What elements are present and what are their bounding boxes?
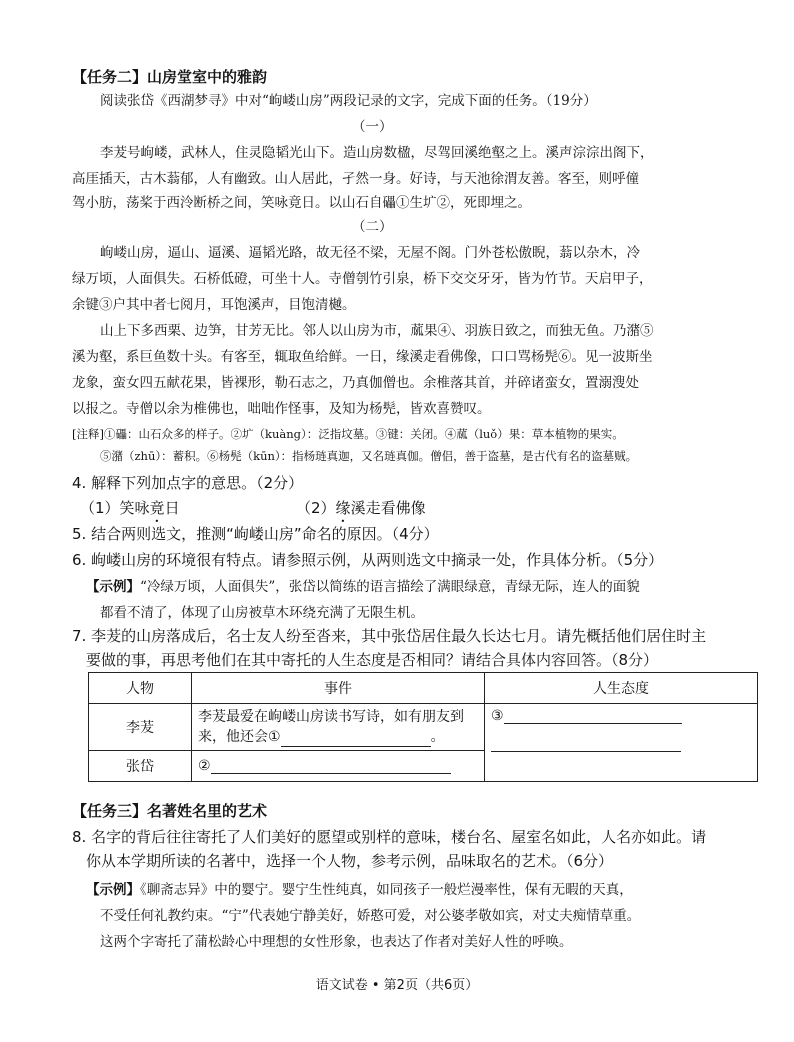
- attitude-blank-row: [491, 708, 751, 724]
- q6-example-text: “冷绿万顷，人面俱失”，张岱以简练的语言描绘了满眼绿意，青绿无际，连人的面貌: [140, 579, 640, 595]
- q4-item1-dotted-char: 竟: [149, 499, 165, 517]
- task3-example-line-1: [86, 878, 633, 898]
- q4-item1-suffix: 日: [164, 499, 180, 517]
- cell-event-zhang-dai: [192, 751, 485, 782]
- question-6-example-line-1: [86, 575, 640, 595]
- part2-line-5: 溪为壑，系巨鱼数十头。有客至，辄取鱼给鲜。一日，缘溪走看佛像，口口骂杨髡⑥。见一波斯坐: [72, 349, 653, 365]
- question-7-line-1: 7. 李茇的山房落成后，名士友人纷至沓来，其中张岱居住最久长达七月。请先概括他们居住时主: [72, 627, 707, 645]
- notes-line-1: [注释]①礧：山石众多的样子。②圹（kuàng）：泛指坟墓。③键：关闭。④蓏（luǒ）果：草本植物的果实。: [72, 427, 624, 441]
- part2-line-3: 余键③户其中者七阅月，耳饱溪声，目饱清樾。: [72, 297, 356, 313]
- answer-blank-2[interactable]: [211, 759, 451, 774]
- part2-line-2: 绿万顷，人面俱失。石桥低磴，可坐十人。寺僧刳竹引泉，桥下交交牙牙，皆为竹节。天启甲子，: [72, 271, 653, 287]
- attitude-blank-row-2: [491, 736, 751, 752]
- answer-table: [88, 672, 758, 782]
- task2-title: 【任务二】山房堂室中的雅韵: [72, 68, 268, 86]
- event-li-ba-line-2-end: 。: [430, 729, 445, 745]
- question-8-line-1: 8. 名字的背后往往寄托了人们美好的愿望或别样的意味，楼台名、屋室名如此，人名亦如此。请: [72, 828, 707, 846]
- question-4: 4. 解释下列加点字的意思。（2分）: [72, 474, 304, 492]
- notes-line-2: ⑤潴（zhū）：蓄积。⑥杨髡（kūn）：指杨琏真迦，又名琏真伽。僧侣，善于盗墓，是古代有名的盗墓贼。: [100, 449, 638, 463]
- page-footer: 语文试卷 • 第2页（共6页）: [315, 978, 479, 993]
- question-4-item-1: [80, 497, 180, 526]
- table-row: [89, 704, 758, 751]
- event-zhang-dai-mark: ②: [198, 758, 211, 774]
- q4-item1-prefix: （1）笑咏: [80, 499, 150, 517]
- part2-line-7: 以报之。寺僧以余为椎佛也，咄咄作怪事，及知为杨髡，皆欢喜赞叹。: [72, 401, 491, 417]
- q4-item2-suffix: 溪走看佛像: [350, 499, 426, 517]
- task3-example-line-2: 不受任何礼教约束。“宁”代表她宁静美好，娇憨可爱，对公婆孝敬如宾，对丈夫痴情草重。: [100, 908, 641, 924]
- part2-line-4: 山上下多西栗、边笋，甘芳无比。邻人以山房为市，蓏果④、羽族日致之，而独无鱼。乃潴⑤: [100, 323, 654, 339]
- question-6: 6. 岣嵝山房的环境很有特点。请参照示例，从两则选文中摘录一处，作具体分析。（5分）: [72, 551, 664, 569]
- cell-person-li-ba: 李茇: [89, 704, 192, 751]
- part1-line-2: 高厓插天，古木蓊郁，人有幽致。山人居此，孑然一身。好诗，与天池徐渭友善。客至，则呼僮: [72, 171, 639, 187]
- part1-line-1: 李茇号岣嵝，武林人，住灵隐韬光山下。造山房数楹，尽驾回溪绝壑之上。溪声淙淙出阁下，: [100, 145, 654, 161]
- task3-example-text: 《聊斋志异》中的婴宁。婴宁生性纯真，如同孩子一般烂漫率性，保有无暇的天真，: [140, 882, 633, 898]
- event-li-ba-line-2: [198, 727, 478, 747]
- part2-label: （二）: [352, 219, 393, 235]
- table-header-person: 人物: [89, 673, 192, 704]
- q4-item2-dotted-char: 缘: [335, 499, 351, 517]
- cell-attitude: [485, 704, 758, 782]
- answer-blank-3[interactable]: [504, 709, 682, 724]
- table-header-row: [89, 673, 758, 704]
- question-8-line-2: 你从本学期所读的名著中，选择一个人物，参考示例，品味取名的艺术。（6分）: [86, 852, 614, 870]
- cell-person-zhang-dai: 张岱: [89, 751, 192, 782]
- cell-event-li-ba: [192, 704, 485, 751]
- answer-blank-1[interactable]: [281, 732, 431, 747]
- attitude-mark: ③: [491, 708, 504, 724]
- task3-example-line-3: 这两个字寄托了蒲松龄心中理想的女性形象，也表达了作者对美好人性的呼唤。: [100, 934, 573, 950]
- q4-item2-prefix: （2）: [296, 499, 336, 517]
- part2-line-6: 龙象，蛮女四五献花果，皆裸形，勒石志之，乃真伽僧也。余椎落其首，并碎诸蛮女，置溺溲处: [72, 375, 639, 391]
- task3-title: 【任务三】名著姓名里的艺术: [72, 802, 268, 820]
- part2-line-1: 岣嵝山房，逼山、逼溪、逼韬光路，故无径不梁，无屋不阁。门外苍松傲睨，蓊以杂木，冷: [100, 245, 640, 261]
- event-li-ba-line-2-text: 来，他还会①: [198, 729, 281, 745]
- question-4-item-2: [296, 497, 426, 526]
- question-5: 5. 结合两则选文，推测“岣嵝山房”命名的原因。（4分）: [72, 525, 439, 543]
- part1-line-3: 驾小肪，荡桨于西泠断桥之间，笑咏竟日。以山石自礧①生圹②，死即埋之。: [72, 195, 531, 211]
- table-header-attitude: 人生态度: [485, 673, 758, 704]
- question-6-example-line-2: 都看不清了，体现了山房被草木环绕充满了无限生机。: [100, 605, 424, 621]
- q6-example-label: 【示例】: [86, 579, 140, 595]
- event-li-ba-line-1: 李茇最爱在岣嵝山房读书写诗，如有朋友到: [198, 709, 464, 725]
- question-7-line-2: 要做的事，再思考他们在其中寄托的人生态度是否相同？请结合具体内容回答。（8分）: [86, 651, 659, 669]
- task2-intro: 阅读张岱《西湖梦寻》中对“岣嵝山房”两段记录的文字，完成下面的任务。（19分）: [100, 93, 597, 109]
- answer-blank-3-continued[interactable]: [491, 737, 681, 752]
- part1-label: （一）: [352, 119, 393, 135]
- task3-example-label: 【示例】: [86, 882, 140, 898]
- table-header-event: 事件: [192, 673, 485, 704]
